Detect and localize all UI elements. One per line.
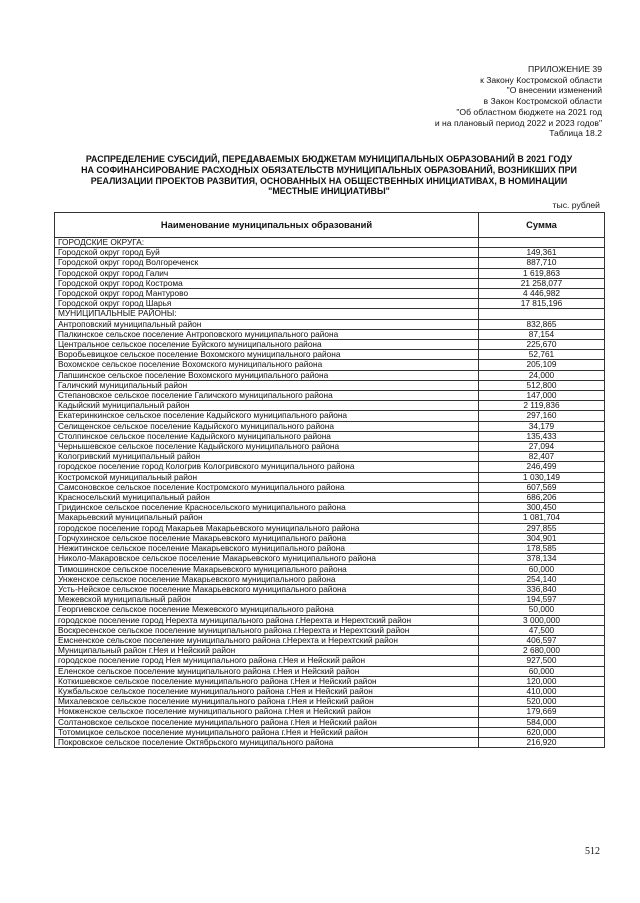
table-row (55, 574, 605, 584)
table-row (55, 248, 605, 258)
row-amount: 297,160 (479, 411, 605, 421)
table-row (55, 493, 605, 503)
row-name: Михалевское сельское поселение муниципального района г.Нея и Нейский район (55, 697, 479, 707)
row-amount: 607,569 (479, 482, 605, 492)
page-number: 512 (585, 846, 600, 857)
table-row (55, 584, 605, 594)
table-row (55, 472, 605, 482)
table-row (55, 635, 605, 645)
table-row (55, 676, 605, 686)
row-amount: 512,800 (479, 380, 605, 390)
row-amount: 336,840 (479, 584, 605, 594)
row-amount: 297,855 (479, 523, 605, 533)
unit-label: тыс. рублей (552, 200, 600, 210)
table-row (55, 431, 605, 441)
row-name: Екатеринкинское сельское поселение Кадыйского муниципального района (55, 411, 479, 421)
row-name: Кужбальское сельское поселение муниципального района г.Нея и Нейский район (55, 686, 479, 696)
table-row (55, 717, 605, 727)
table-row (55, 421, 605, 431)
table-row (55, 401, 605, 411)
row-amount: 120,000 (479, 676, 605, 686)
row-name: Еленское сельское поселение муниципального района г.Нея и Нейский район (55, 666, 479, 676)
row-name: Городской округ город Кострома (55, 278, 479, 288)
row-name: Лапшинское сельское поселение Вохомского муниципального района (55, 370, 479, 380)
row-name: Тотомицкое сельское поселение муниципального района г.Нея и Нейский район (55, 727, 479, 737)
row-name: Городской округ город Буй (55, 248, 479, 258)
row-name: Емсненское сельское поселение муниципального района г.Нерехта и Нерехтский район (55, 635, 479, 645)
row-name: Воскресенское сельское поселение муниципального района г.Нерехта и Нерехтский район (55, 625, 479, 635)
row-name: Горчухинское сельское поселение Макарьевского муниципального района (55, 533, 479, 543)
row-amount: 135,433 (479, 431, 605, 441)
row-amount: 410,000 (479, 686, 605, 696)
row-name: Номженское сельское поселение муниципального района г.Нея и Нейский район (55, 707, 479, 717)
title-line: РАСПРЕДЕЛЕНИЕ СУБСИДИЙ, ПЕРЕДАВАЕМЫХ БЮДЖЕТАМ МУНИЦИПАЛЬНЫХ ОБРАЗОВАНИЙ В 2021 ГОДУ (85, 154, 573, 164)
table-row (55, 523, 605, 533)
table-row (55, 727, 605, 737)
row-name: Антроповский муниципальный район (55, 319, 479, 329)
table-row (55, 309, 605, 319)
table-row (55, 370, 605, 380)
table-row (55, 625, 605, 635)
row-amount: 147,000 (479, 391, 605, 401)
table-row (55, 646, 605, 656)
table-row (55, 544, 605, 554)
table-row (55, 605, 605, 615)
table-row (55, 278, 605, 288)
table-row (55, 452, 605, 462)
title-line: РЕАЛИЗАЦИИ ПРОЕКТОВ РАЗВИТИЯ, ОСНОВАННЫХ НА ОБЩЕСТВЕННЫХ ИНИЦИАТИВАХ, В НОМИНАЦИИ (90, 175, 568, 186)
row-amount: 1 619,863 (479, 268, 605, 278)
row-name: ГОРОДСКИЕ ОКРУГА: (55, 238, 479, 248)
row-name: Кологривский муниципальный район (55, 452, 479, 462)
row-amount: 60,000 (479, 666, 605, 676)
row-name: Городской округ город Волгореченск (55, 258, 479, 268)
appendix-line: "Об областном бюджете на 2021 год (456, 106, 602, 117)
table-row (55, 533, 605, 543)
column-header-amount: Сумма (479, 213, 605, 238)
row-amount: 194,597 (479, 595, 605, 605)
row-name: Усть-Нейское сельское поселение Макарьевского муниципального района (55, 584, 479, 594)
row-name: Унженское сельское поселение Макарьевского муниципального района (55, 574, 479, 584)
table-row (55, 564, 605, 574)
table-row (55, 656, 605, 666)
row-amount: 52,761 (479, 350, 605, 360)
table-row (55, 380, 605, 390)
row-amount: 60,000 (479, 564, 605, 574)
row-name: Покровское сельское поселение Октябрьского муниципального района (55, 737, 479, 747)
row-amount: 584,000 (479, 717, 605, 727)
appendix-line: в Закон Костромской области (483, 96, 602, 107)
table-body (55, 238, 605, 748)
table-row (55, 697, 605, 707)
row-amount: 216,920 (479, 737, 605, 747)
row-amount: 686,206 (479, 493, 605, 503)
row-name: Степановское сельское поселение Галичского муниципального района (55, 391, 479, 401)
appendix-line: "О внесении изменений (506, 85, 602, 96)
row-amount: 50,000 (479, 605, 605, 615)
table-row (55, 503, 605, 513)
row-name: Городской округ город Мантурово (55, 289, 479, 299)
table-row (55, 289, 605, 299)
table-row (55, 238, 605, 248)
appendix-line: Таблица 18.2 (549, 128, 602, 139)
table-row (55, 707, 605, 717)
row-amount: 4 446,982 (479, 289, 605, 299)
table-row (55, 268, 605, 278)
table-row (55, 482, 605, 492)
row-amount: 246,499 (479, 462, 605, 472)
row-name: Костромской муниципальный район (55, 472, 479, 482)
row-amount: 2 680,000 (479, 646, 605, 656)
row-amount: 1 081,704 (479, 513, 605, 523)
subsidy-table (54, 212, 605, 748)
row-amount: 3 000,000 (479, 615, 605, 625)
row-amount: 832,865 (479, 319, 605, 329)
row-name: городское поселение город Нея муниципального района г.Нея и Нейский район (55, 656, 479, 666)
row-name: Межевской муниципальный район (55, 595, 479, 605)
table-row (55, 615, 605, 625)
row-amount: 406,597 (479, 635, 605, 645)
table-row (55, 513, 605, 523)
title-line: НА СОФИНАНСИРОВАНИЕ РАСХОДНЫХ ОБЯЗАТЕЛЬСТВ МУНИЦИПАЛЬНЫХ ОБРАЗОВАНИЙ, ВОЗНИКШИХ ПРИ (81, 164, 577, 175)
row-name: Николо-Макаровское сельское поселение Макарьевского муниципального района (55, 554, 479, 564)
table-row (55, 319, 605, 329)
row-name: Красносельский муниципальный район (55, 493, 479, 503)
row-amount: 620,000 (479, 727, 605, 737)
row-name: Воробьевицкое сельское поселение Вохомского муниципального района (55, 350, 479, 360)
row-amount: 82,407 (479, 452, 605, 462)
row-amount: 304,901 (479, 533, 605, 543)
title-line: "МЕСТНЫЕ ИНИЦИАТИВЫ" (268, 186, 390, 197)
row-amount: 47,500 (479, 625, 605, 635)
row-name: городское поселение город Макарьев Макарьевского муниципального района (55, 523, 479, 533)
row-name: Городской округ город Галич (55, 268, 479, 278)
appendix-header (342, 64, 602, 139)
row-name: Солтановское сельское поселение муниципального района г.Нея и Нейский район (55, 717, 479, 727)
appendix-line: к Закону Костромской области (480, 74, 602, 85)
row-name: Кадыйский муниципальный район (55, 401, 479, 411)
row-amount: 178,585 (479, 544, 605, 554)
row-amount: 887,710 (479, 258, 605, 268)
document-title (55, 154, 603, 197)
table-row (55, 360, 605, 370)
row-amount: 225,670 (479, 340, 605, 350)
row-name: Палкинское сельское поселение Антроповского муниципального района (55, 329, 479, 339)
table-row (55, 258, 605, 268)
table-row (55, 442, 605, 452)
appendix-line: ПРИЛОЖЕНИЕ 39 (528, 64, 602, 74)
row-name: Макарьевский муниципальный район (55, 513, 479, 523)
row-name: Чернышевское сельское поселение Кадыйского муниципального района (55, 442, 479, 452)
row-name: Столпинское сельское поселение Кадыйского муниципального района (55, 431, 479, 441)
row-amount: 24,000 (479, 370, 605, 380)
row-name: Вохомское сельское поселение Вохомского муниципального района (55, 360, 479, 370)
row-amount: 17 815,196 (479, 299, 605, 309)
row-name: Гридинское сельское поселение Красносельского муниципального района (55, 503, 479, 513)
row-name: Городской округ город Шарья (55, 299, 479, 309)
table-row (55, 391, 605, 401)
row-amount: 27,094 (479, 442, 605, 452)
table-row (55, 686, 605, 696)
row-name: Селищенское сельское поселение Кадыйского муниципального района (55, 421, 479, 431)
row-amount (479, 309, 605, 319)
row-amount: 179,669 (479, 707, 605, 717)
row-amount: 21 258,077 (479, 278, 605, 288)
row-amount: 87,154 (479, 329, 605, 339)
row-name: МУНИЦИПАЛЬНЫЕ РАЙОНЫ: (55, 309, 479, 319)
table-row (55, 595, 605, 605)
row-amount: 1 030,149 (479, 472, 605, 482)
row-name: городское поселение город Нерехта муниципального района г.Нерехта и Нерехтский район (55, 615, 479, 625)
table-header-row (55, 213, 605, 238)
row-name: Галичский муниципальный район (55, 380, 479, 390)
row-amount: 205,109 (479, 360, 605, 370)
row-amount: 300,450 (479, 503, 605, 513)
row-name: Коткишевское сельское поселение муниципального района г.Нея и Нейский район (55, 676, 479, 686)
table-row (55, 554, 605, 564)
row-amount: 254,140 (479, 574, 605, 584)
appendix-line: и на плановый период 2022 и 2023 годов" (434, 117, 602, 128)
table-row (55, 329, 605, 339)
row-name: Центральное сельское поселение Буйского муниципального района (55, 340, 479, 350)
row-amount: 520,000 (479, 697, 605, 707)
row-amount: 2 119,836 (479, 401, 605, 411)
table-row (55, 340, 605, 350)
table-row (55, 462, 605, 472)
row-amount: 34,179 (479, 421, 605, 431)
row-name: Георгиевское сельское поселение Межевского муниципального района (55, 605, 479, 615)
row-name: Тимошинское сельское поселение Макарьевского муниципального района (55, 564, 479, 574)
row-amount (479, 238, 605, 248)
row-name: Муниципальный район г.Нея и Нейский район (55, 646, 479, 656)
table-row (55, 737, 605, 747)
table-row (55, 666, 605, 676)
row-amount: 927,500 (479, 656, 605, 666)
row-name: городское поселение город Кологрив Кологривского муниципального района (55, 462, 479, 472)
row-name: Нежитинское сельское поселение Макарьевского муниципального района (55, 544, 479, 554)
table-row (55, 411, 605, 421)
column-header-name: Наименование муниципальных образований (55, 213, 479, 238)
row-amount: 149,361 (479, 248, 605, 258)
row-amount: 378,134 (479, 554, 605, 564)
table-row (55, 350, 605, 360)
row-name: Самсоновское сельское поселение Костромского муниципального района (55, 482, 479, 492)
